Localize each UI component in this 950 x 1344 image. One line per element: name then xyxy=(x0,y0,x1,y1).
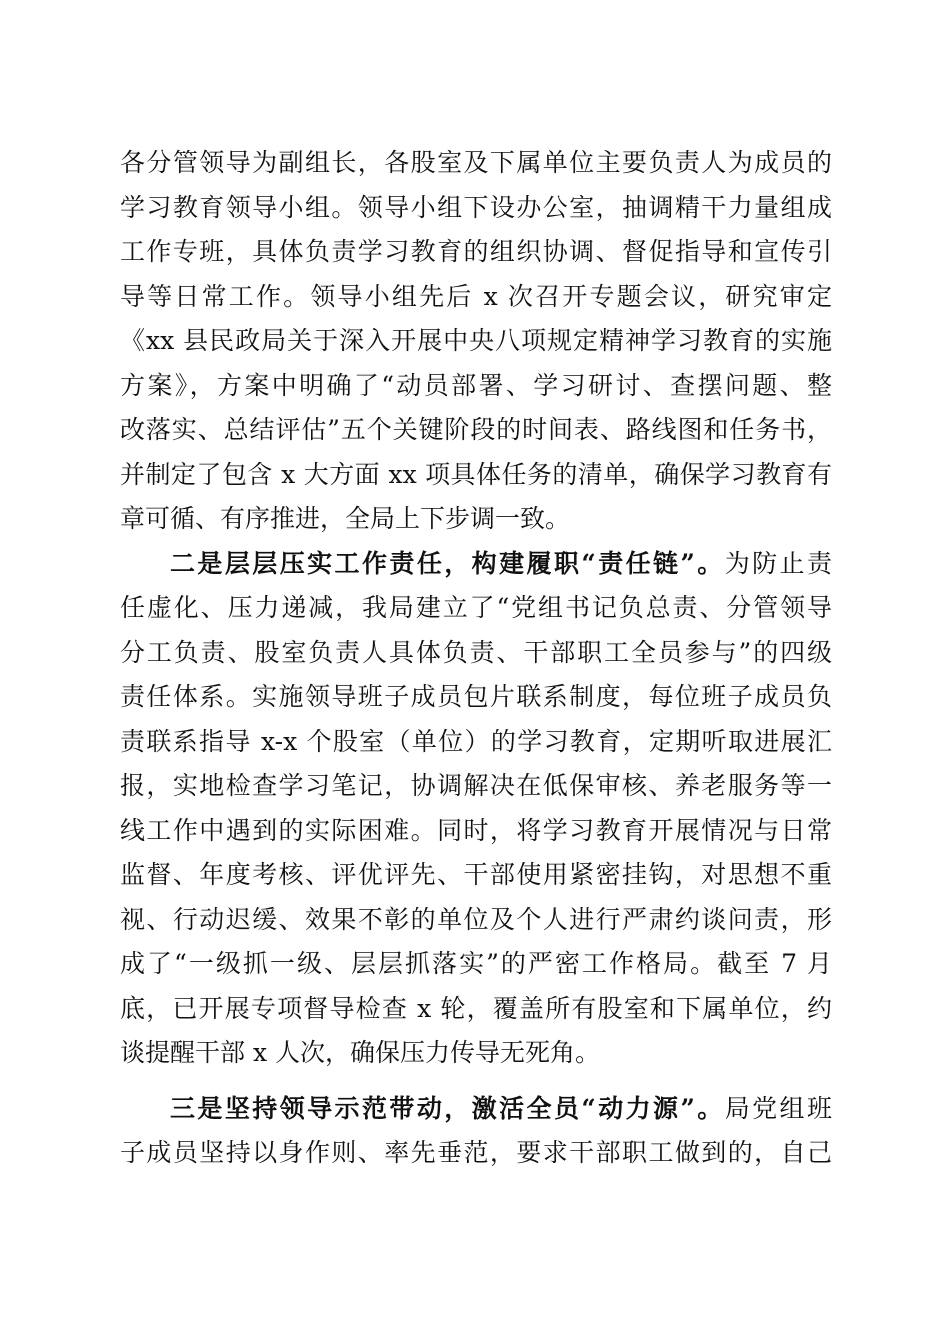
paragraph-heading: 三是坚持领导示范带动，激活全员“动力源”。 xyxy=(170,1093,725,1123)
text-span: 为防止责 xyxy=(724,548,832,578)
text-line: 学习教育领导小组。领导小组下设办公室，抽调精干力量组成 xyxy=(120,192,832,222)
text-line: 底，已开展专项督导检查 x 轮，覆盖所有股室和下属单位，约 xyxy=(120,993,832,1023)
text-line: 各分管领导为副组长，各股室及下属单位主要负责人为成员的 xyxy=(120,148,832,177)
text-line: 并制定了包含 x 大方面 xx 项具体任务的清单，确保学习教育有 xyxy=(120,459,832,489)
text-line: 工作专班，具体负责学习教育的组织协调、督促指导和宣传引 xyxy=(120,237,832,266)
text-line: 改落实、总结评估”五个关键阶段的时间表、路线图和任务书， xyxy=(120,415,832,444)
text-line: 责任体系。实施领导班子成员包片联系制度，每位班子成员负 xyxy=(120,682,832,711)
text-line: 导等日常工作。领导小组先后 x 次召开专题会议，研究审定 xyxy=(120,281,832,311)
text-line xyxy=(120,542,832,587)
paragraph-1 xyxy=(120,141,832,542)
text-line: 方案》，方案中明确了“动员部署、学习研讨、查摆问题、整 xyxy=(120,370,832,400)
text-line: 线工作中遇到的实际困难。同时，将学习教育开展情况与日常 xyxy=(120,815,832,845)
text-line: 任虚化、压力递减，我局建立了“党组书记负总责、分管领导 xyxy=(120,593,832,622)
paragraph-heading: 二是层层压实工作责任，构建履职“责任链”。 xyxy=(170,548,725,578)
text-line: 谈提醒干部 x 人次，确保压力传导无死角。 xyxy=(120,1038,600,1067)
text-line: 子成员坚持以身作则、率先垂范，要求干部职工做到的，自己 xyxy=(120,1138,832,1167)
body-text xyxy=(120,141,832,1176)
paragraph-2 xyxy=(120,542,832,1076)
text-line: 报，实地检查学习笔记，协调解决在低保审核、养老服务等一 xyxy=(120,771,832,800)
text-line: 视、行动迟缓、效果不彰的单位及个人进行严肃约谈问责，形 xyxy=(120,904,832,934)
text-line: 监督、年度考核、评优评先、干部使用紧密挂钩，对思想不重 xyxy=(120,860,832,889)
text-span: 局党组班 xyxy=(724,1093,832,1123)
text-line: 章可循、有序推进，全局上下步调一致。 xyxy=(120,504,571,533)
paragraph-3 xyxy=(120,1087,832,1176)
text-line: 责联系指导 x-x 个股室（单位）的学习教育，定期听取进展汇 xyxy=(120,726,832,756)
text-line xyxy=(120,1087,832,1132)
text-line: 成了“一级抓一级、层层抓落实”的严密工作格局。截至 7 月 xyxy=(120,949,832,978)
text-line: 分工负责、股室负责人具体负责、干部职工全员参与”的四级 xyxy=(120,637,832,667)
text-line: 《xx 县民政局关于深入开展中央八项规定精神学习教育的实施 xyxy=(120,326,832,355)
